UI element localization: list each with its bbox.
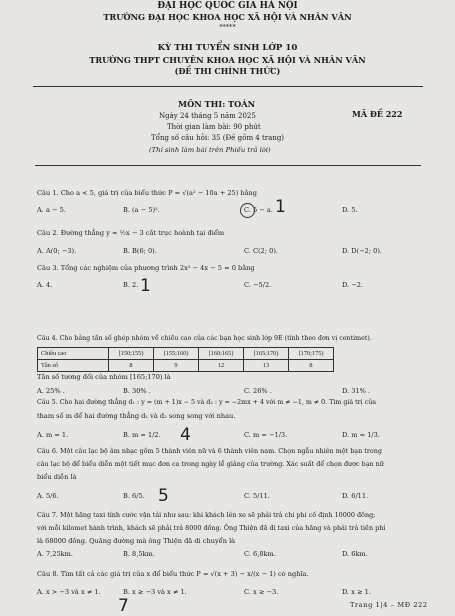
q5-option-a: A. m = 1.: [37, 431, 69, 439]
faculty-name: TRƯỜNG ĐẠI HỌC KHOA HỌC XÃ HỘI VÀ NHÂN VĂN: [103, 12, 352, 22]
question-count: Tổng số câu hỏi: 35 (Đề gồm 4 trang): [151, 134, 285, 142]
university-name: ĐẠI HỌC QUỐC GIA HÀ NỘI: [157, 1, 298, 11]
info-rule: [35, 165, 421, 166]
q4-text: Câu 4. Cho bảng tần số ghép nhóm về chiều cao của các bạn học sinh lớp 9E (tính theo đơn vị centimet).: [37, 335, 372, 342]
q2-option-a: A. A(0; −3).: [37, 247, 77, 255]
q7-text-2: với mỗi kilomet hành trình, khách sẽ phải trả 8000 đồng. Ông Thiện đã đi taxi của hãng và phải trả tiền phí: [37, 524, 386, 532]
q2-option-c: C. C(2; 0).: [244, 247, 278, 255]
q3-handwritten-mark: 1: [140, 276, 151, 296]
q5-text: Câu 5. Cho hai đường thẳng d₁ : y = (m + 1)x − 5 và d₂ : y = −2mx + 4 với m ≠ −1, m ≠ 0. Tìm giá trị của: [37, 399, 377, 406]
q8-option-d: D. x ≥ 1.: [342, 588, 371, 596]
q7-option-a: A. 7,25km.: [37, 550, 73, 558]
q8-handwritten-mark: 7: [118, 596, 129, 616]
q1-option-a: A. a − 5.: [37, 206, 66, 214]
exam-title: KỲ THI TUYỂN SINH LỚP 10: [157, 43, 298, 53]
exam-code: MÃ ĐỀ 222: [352, 109, 403, 119]
instruction-note: (Thí sinh làm bài trên Phiếu trả lời): [149, 146, 271, 154]
q7-option-c: C. 6,8km.: [244, 550, 276, 558]
q5-handwritten-mark: 4: [180, 425, 191, 445]
table-cell: [170;175): [289, 348, 334, 360]
q2-text: Câu 2. Đường thẳng y = ½x − 3 cắt trục hoành tại điểm: [37, 229, 225, 237]
q6-option-b: B. 6/5.: [123, 492, 145, 500]
q5-option-c: C. m = −1/3.: [244, 431, 288, 439]
q3-option-b: B. 2.: [123, 281, 139, 289]
q8-option-c: C. x ≥ −3.: [244, 588, 279, 596]
q1-answer-circle: [240, 203, 255, 218]
q7-option-b: B. 8,5km.: [123, 550, 155, 558]
table-cell: [150;155): [109, 348, 154, 360]
q6-text-3: biểu diễn là: [37, 473, 77, 481]
q6-option-d: D. 6/11.: [342, 492, 369, 500]
q4-option-b: B. 30% .: [123, 387, 151, 395]
q6-text-2: câu lạc bộ để biểu diễn một tiết mục đơn ca trong ngày lễ giảng của trường. Xác suất để chọn được bạn nữ: [37, 460, 384, 468]
q8-text: Câu 8. Tìm tất cả các giá trị của x để biểu thức P = √(x + 3) − x/(x − 1) có nghĩa.: [37, 570, 309, 578]
table-cell: 13: [244, 360, 289, 372]
q8-option-a: A. x > −3 và x ≠ 1.: [37, 588, 101, 596]
table-header-cell: Chiều cao: [38, 348, 109, 360]
official-label: (ĐỀ THI CHÍNH THỨC): [174, 66, 281, 76]
q1-option-c: C. 5 − a.: [244, 206, 273, 214]
q4-question: Tần số tương đối của nhóm [165;170) là: [37, 373, 171, 381]
q7-text-3: là 68000 đồng. Quãng đường mà ông Thiện đã di chuyển là: [37, 537, 236, 545]
table-header-cell: Tần số: [38, 360, 109, 372]
table-cell: 8: [289, 360, 334, 372]
q5-option-b: B. m = 1/2.: [123, 431, 161, 439]
table-cell: [160;165): [199, 348, 244, 360]
q7-text: Câu 7. Một hãng taxi tính cước vận tải như sau: khi khách lên xe sẽ phải trả chi phí cố định 10000 đồng;: [37, 511, 376, 519]
q6-handwritten-mark: 5: [158, 486, 169, 506]
q8-option-b: B. x ≥ −3 và x ≠ 1.: [123, 588, 187, 596]
subject: MÔN THI: TOÁN: [178, 99, 256, 109]
q3-text: Câu 3. Tổng các nghiệm của phương trình 2x² − 4x − 5 = 0 bằng: [37, 264, 255, 272]
q3-option-c: C. −5/2.: [244, 281, 272, 289]
q4-option-d: D. 31% .: [342, 387, 371, 395]
q6-option-c: C. 5/11.: [244, 492, 270, 500]
table-row: [38, 348, 334, 360]
table-cell: 8: [109, 360, 154, 372]
school-name: TRƯỜNG THPT CHUYÊN KHOA HỌC XÃ HỘI VÀ NHÂN VĂN: [89, 55, 366, 65]
stars-divider: *****: [219, 23, 236, 31]
q6-option-a: A. 5/6.: [37, 492, 59, 500]
table-cell: 12: [199, 360, 244, 372]
table-cell: 9: [154, 360, 199, 372]
q5-text-2: tham số m để hai đường thẳng d₁ và d₂ song song với nhau.: [37, 412, 236, 420]
q5-option-d: D. m = 1/3.: [342, 431, 380, 439]
q1-handwritten-mark: 1: [275, 197, 286, 217]
q4-option-a: A. 25% .: [37, 387, 65, 395]
header-rule: [33, 86, 423, 87]
table-cell: [165;170): [244, 348, 289, 360]
exam-time: Thời gian làm bài: 90 phút: [167, 123, 261, 131]
q4-option-c: C. 26% .: [244, 387, 272, 395]
q1-option-b: B. (a − 5)².: [123, 206, 160, 214]
page-footer: Trang 1|4 – MĐ 222: [350, 601, 428, 609]
q1-option-d: D. 5.: [342, 206, 358, 214]
table-row: [38, 360, 334, 372]
q3-option-a: A. 4.: [37, 281, 53, 289]
q6-text: Câu 6. Một câu lạc bộ âm nhạc gồm 5 thành viên nữ và 6 thành viên nam. Chọn ngẫu nhiên một bạn trong: [37, 447, 382, 455]
frequency-table: [37, 347, 334, 372]
q7-option-d: D. 6km.: [342, 550, 368, 558]
q3-option-d: D. −2.: [342, 281, 364, 289]
exam-date: Ngày 24 tháng 5 năm 2025: [159, 112, 256, 120]
q2-option-b: B. B(6; 0).: [123, 247, 157, 255]
q2-option-d: D. D(−2; 0).: [342, 247, 383, 255]
q1-text: Câu 1. Cho a < 5, giá trị của biểu thức P = √(a² − 10a + 25) bằng: [37, 189, 258, 197]
table-cell: [155;160): [154, 348, 199, 360]
